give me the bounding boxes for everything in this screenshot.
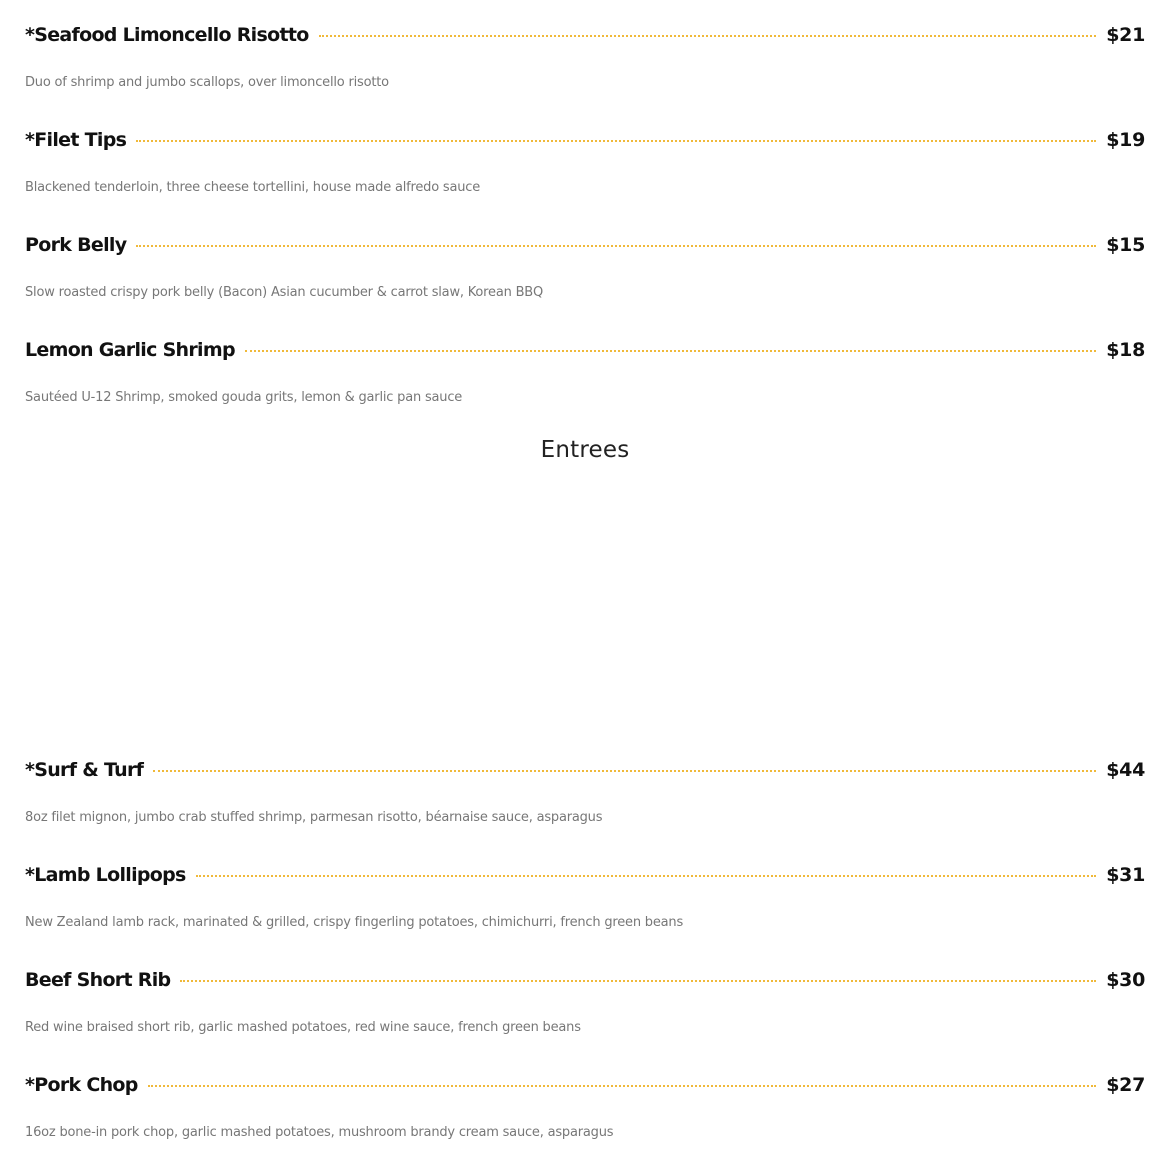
dotted-leader — [136, 140, 1096, 142]
menu-item-header — [25, 21, 1145, 49]
section-title-entrees: Entrees — [540, 437, 630, 463]
dotted-leader — [180, 980, 1096, 982]
menu-item-description: 16oz bone-in pork chop, garlic mashed potatoes, mushroom brandy cream sauce, asparagus — [25, 1125, 614, 1140]
menu-item-name: *Pork Chop — [25, 1074, 138, 1096]
menu-item-description: Red wine braised short rib, garlic mashed potatoes, red wine sauce, french green beans — [25, 1020, 581, 1035]
menu-item-name: Pork Belly — [25, 234, 127, 256]
menu-item-price: $15 — [1106, 234, 1145, 256]
menu-item-price: $44 — [1106, 759, 1145, 781]
menu-item — [25, 1050, 1145, 1155]
menu-item-name: Beef Short Rib — [25, 969, 171, 991]
menu-item-header — [25, 1071, 1145, 1099]
menu-item — [25, 945, 1145, 1050]
menu-item-description: 8oz filet mignon, jumbo crab stuffed shrimp, parmesan risotto, béarnaise sauce, asparagus — [25, 810, 603, 825]
appetizer-list — [25, 0, 1145, 420]
menu-item-description: New Zealand lamb rack, marinated & grilled, crispy fingerling potatoes, chimichurri, french green beans — [25, 915, 684, 930]
menu-item-name: *Filet Tips — [25, 129, 127, 151]
menu-item — [25, 105, 1145, 210]
menu-item — [25, 315, 1145, 420]
menu-item — [25, 840, 1145, 945]
dotted-leader — [245, 350, 1096, 352]
menu-item-price: $31 — [1106, 864, 1145, 886]
menu-item-description: Blackened tenderloin, three cheese tortellini, house made alfredo sauce — [25, 180, 481, 195]
menu-item-name: *Surf & Turf — [25, 759, 144, 781]
entree-list — [25, 735, 1145, 1155]
menu-item-price: $19 — [1106, 129, 1145, 151]
menu-item-header — [25, 126, 1145, 154]
menu-item-description: Sautéed U-12 Shrimp, smoked gouda grits, lemon & garlic pan sauce — [25, 390, 463, 405]
dotted-leader — [136, 245, 1096, 247]
menu-item — [25, 735, 1145, 840]
menu-item — [25, 210, 1145, 315]
menu-item-name: *Lamb Lollipops — [25, 864, 186, 886]
menu-item-name: *Seafood Limoncello Risotto — [25, 24, 309, 46]
dotted-leader — [196, 875, 1097, 877]
menu-item-header — [25, 231, 1145, 259]
dotted-leader — [153, 770, 1096, 772]
menu-item-name: Lemon Garlic Shrimp — [25, 339, 235, 361]
menu-item-header — [25, 756, 1145, 784]
menu-item-price: $21 — [1106, 24, 1145, 46]
menu-item-description: Duo of shrimp and jumbo scallops, over limoncello risotto — [25, 75, 389, 90]
dotted-leader — [319, 35, 1097, 37]
menu-item-header — [25, 336, 1145, 364]
menu-item-price: $18 — [1106, 339, 1145, 361]
dotted-leader — [148, 1085, 1097, 1087]
menu-item-price: $30 — [1106, 969, 1145, 991]
menu-item — [25, 0, 1145, 105]
menu-item-description: Slow roasted crispy pork belly (Bacon) Asian cucumber & carrot slaw, Korean BBQ — [25, 285, 544, 300]
menu-item-price: $27 — [1106, 1074, 1145, 1096]
menu-item-header — [25, 966, 1145, 994]
menu-item-header — [25, 861, 1145, 889]
